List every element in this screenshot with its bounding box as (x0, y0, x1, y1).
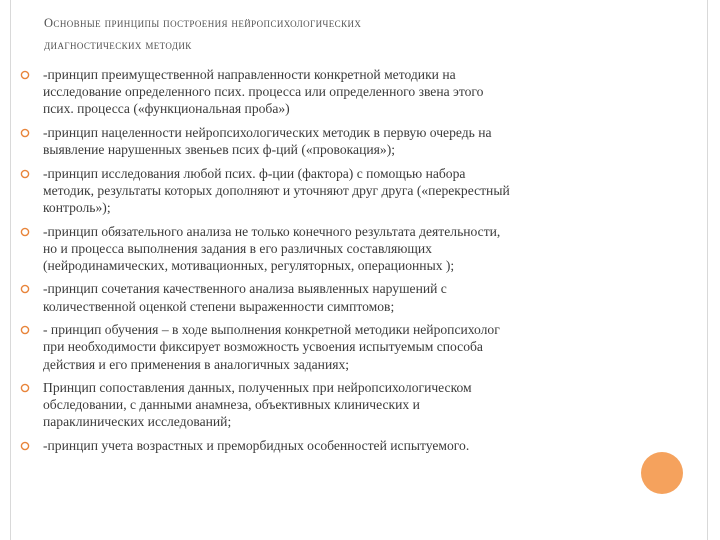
item-text-line: при необходимости фиксирует возможность усвоения испытуемым способа (43, 339, 483, 355)
item-text-line: но и процесса выполнения задания в его различных составляющих (43, 240, 432, 256)
ring-bullet-icon (20, 227, 30, 237)
item-text-line: -принцип обязательного анализа не только конечного результата деятельности, (43, 223, 501, 239)
ring-bullet-icon (20, 284, 30, 294)
left-border-line (10, 0, 11, 540)
title-line: Основные принципы построения нейропсихологических (44, 16, 362, 30)
list-item (20, 124, 700, 158)
item-text-line: параклинических исследований; (43, 414, 232, 430)
item-text-line: действия и его применения в аналогичных заданиях; (43, 356, 350, 372)
item-text-line: (нейродинамических, мотивационных, регуляторных, операционных ); (43, 257, 455, 273)
item-text-line: -принцип преимущественной направленности конкретной методики на (43, 67, 456, 82)
ring-bullet-icon (20, 128, 30, 138)
item-text-line: -принцип учета возрастных и преморбидных особенностей испытуемого. (43, 437, 470, 453)
item-text-line: обследовании, с данными анамнеза, объективных клинических и (43, 397, 420, 413)
item-text-line: -принцип исследования любой псих. ф-ции (фактора) с помощью набора (43, 165, 466, 181)
ring-bullet-icon (20, 169, 30, 179)
item-text-line: псих. процесса («функциональная проба») (43, 101, 290, 117)
item-text-line: количественной оценкой степени выраженности симптомов; (43, 298, 395, 314)
list-item (20, 223, 700, 275)
list-item (20, 280, 700, 314)
item-text-line: Принцип сопоставления данных, полученных при нейропсихологическом (43, 380, 472, 396)
principles-list (20, 66, 700, 460)
list-item (20, 165, 700, 217)
decorative-orange-circle (641, 452, 683, 494)
right-border-line (707, 0, 708, 540)
item-text-line: методик, результаты которых дополняют и уточняют друг друга («перекрестный (43, 182, 510, 198)
item-text-line: - принцип обучения – в ходе выполнения конкретной методики нейропсихолог (43, 322, 500, 338)
item-text-line: контроль»); (43, 200, 111, 216)
ring-bullet-icon (20, 70, 30, 80)
item-text-line: выявление нарушенных звеньев псих ф-ций («провокация»); (43, 142, 395, 158)
slide-title (44, 12, 664, 56)
ring-bullet-icon (20, 383, 30, 393)
item-text-line: -принцип сочетания качественного анализа выявленных нарушений с (43, 281, 447, 297)
list-item (20, 379, 700, 431)
item-text-line: -принцип нацеленности нейропсихологических методик в первую очередь на (43, 124, 492, 140)
item-text-line: исследование определенного псих. процесса или определенного звена этого (43, 84, 484, 100)
list-item (20, 66, 700, 118)
list-item (20, 321, 700, 373)
title-line: диагностических методик (44, 38, 192, 52)
ring-bullet-icon (20, 325, 30, 335)
ring-bullet-icon (20, 441, 30, 451)
list-item (20, 437, 700, 454)
